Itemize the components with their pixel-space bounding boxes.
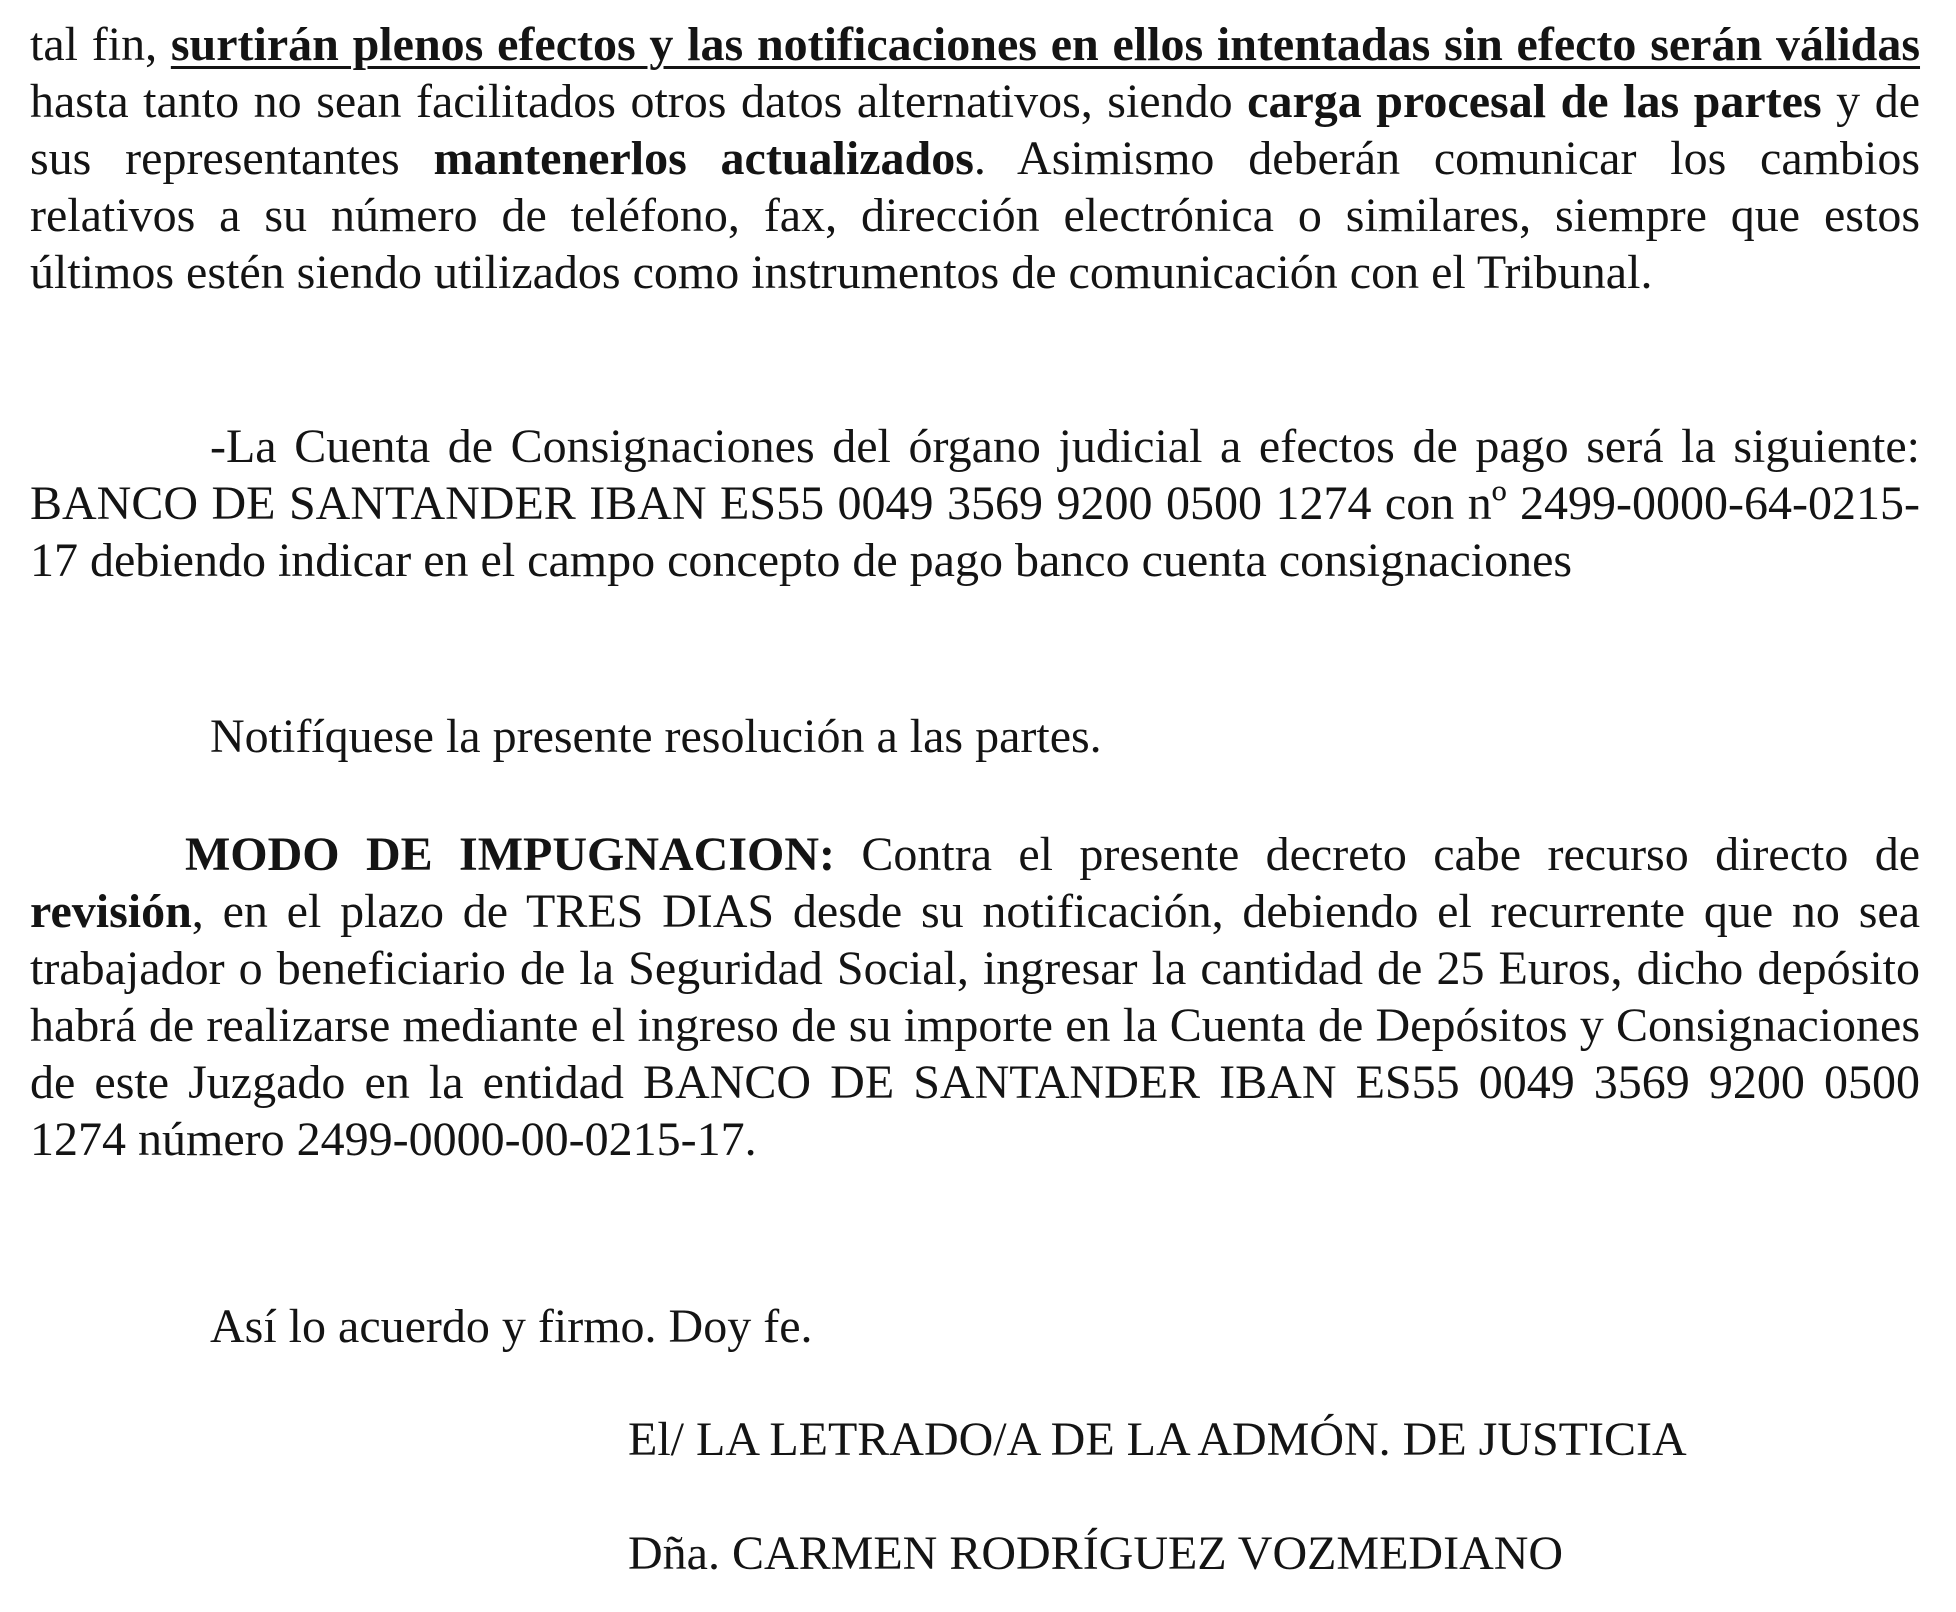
emphasis-validity: surtirán plenos efectos y las notificaciones en ellos intentadas sin efecto serán válidas: [170, 18, 1921, 71]
emphasis-revision: revisión: [30, 885, 192, 938]
signatory-title: El/ LA LETRADO/A DE LA ADMÓN. DE JUSTICIA: [628, 1413, 1687, 1466]
paragraph-appeal-mode: [30, 826, 1920, 1168]
emphasis-keep-updated: mantenerlos actualizados: [433, 132, 974, 185]
text-run: , en el plazo de TRES DIAS desde su notificación, debiendo el recurrente que no sea trabajador o beneficiario de la Seguridad Social, ingresar la cantidad de 25 Euros, dicho depósito habrá de realizarse mediante el ingreso de su importe en la Cuenta de Depósitos y Consignaciones de este Juzgado en la entidad BANCO DE SANTANDER IBAN ES55 0049 3569 9200 0500 1274 número 2499-0000-00-0215-17.: [30, 885, 1920, 1166]
paragraph-notifications: [30, 16, 1920, 301]
paragraph-bank-account: [30, 418, 1920, 589]
emphasis-procedural-burden: carga procesal de las partes: [1247, 75, 1822, 128]
text-run: y de sus representantes: [30, 75, 1921, 185]
signatory-name: Dña. CARMEN RODRÍGUEZ VOZMEDIANO: [628, 1527, 1564, 1580]
text-run: -La Cuenta de Consignaciones del órgano judicial a efectos de pago será la siguiente: BANCO DE SANTANDER IBAN ES55 0049 3569 9200 0500 1274 con nº 2499-0000-64-0215-17 debiendo indicar en el campo concepto de pago banco cuenta consignaciones: [30, 420, 1920, 587]
paragraph-notify-parties: [30, 708, 1920, 765]
text-run: Contra el presente decreto cabe recurso directo de: [835, 828, 1921, 881]
heading-appeal-mode: MODO DE IMPUGNACION:: [185, 828, 835, 881]
text-run: . Asimismo deberán comunicar los cambios relativos a su número de teléfono, fax, dirección electrónica o similares, siempre que estos últimos estén siendo utilizados como instrumentos de comunicación con el Tribunal.: [30, 132, 1920, 299]
text-run: hasta tanto no sean facilitados otros datos alternativos, siendo: [30, 75, 1248, 128]
closing-agreement: Así lo acuerdo y firmo. Doy fe.: [210, 1300, 813, 1353]
text-run: Notifíquese la presente resolución a las partes.: [210, 710, 1102, 763]
text-run: tal fin,: [30, 18, 171, 71]
